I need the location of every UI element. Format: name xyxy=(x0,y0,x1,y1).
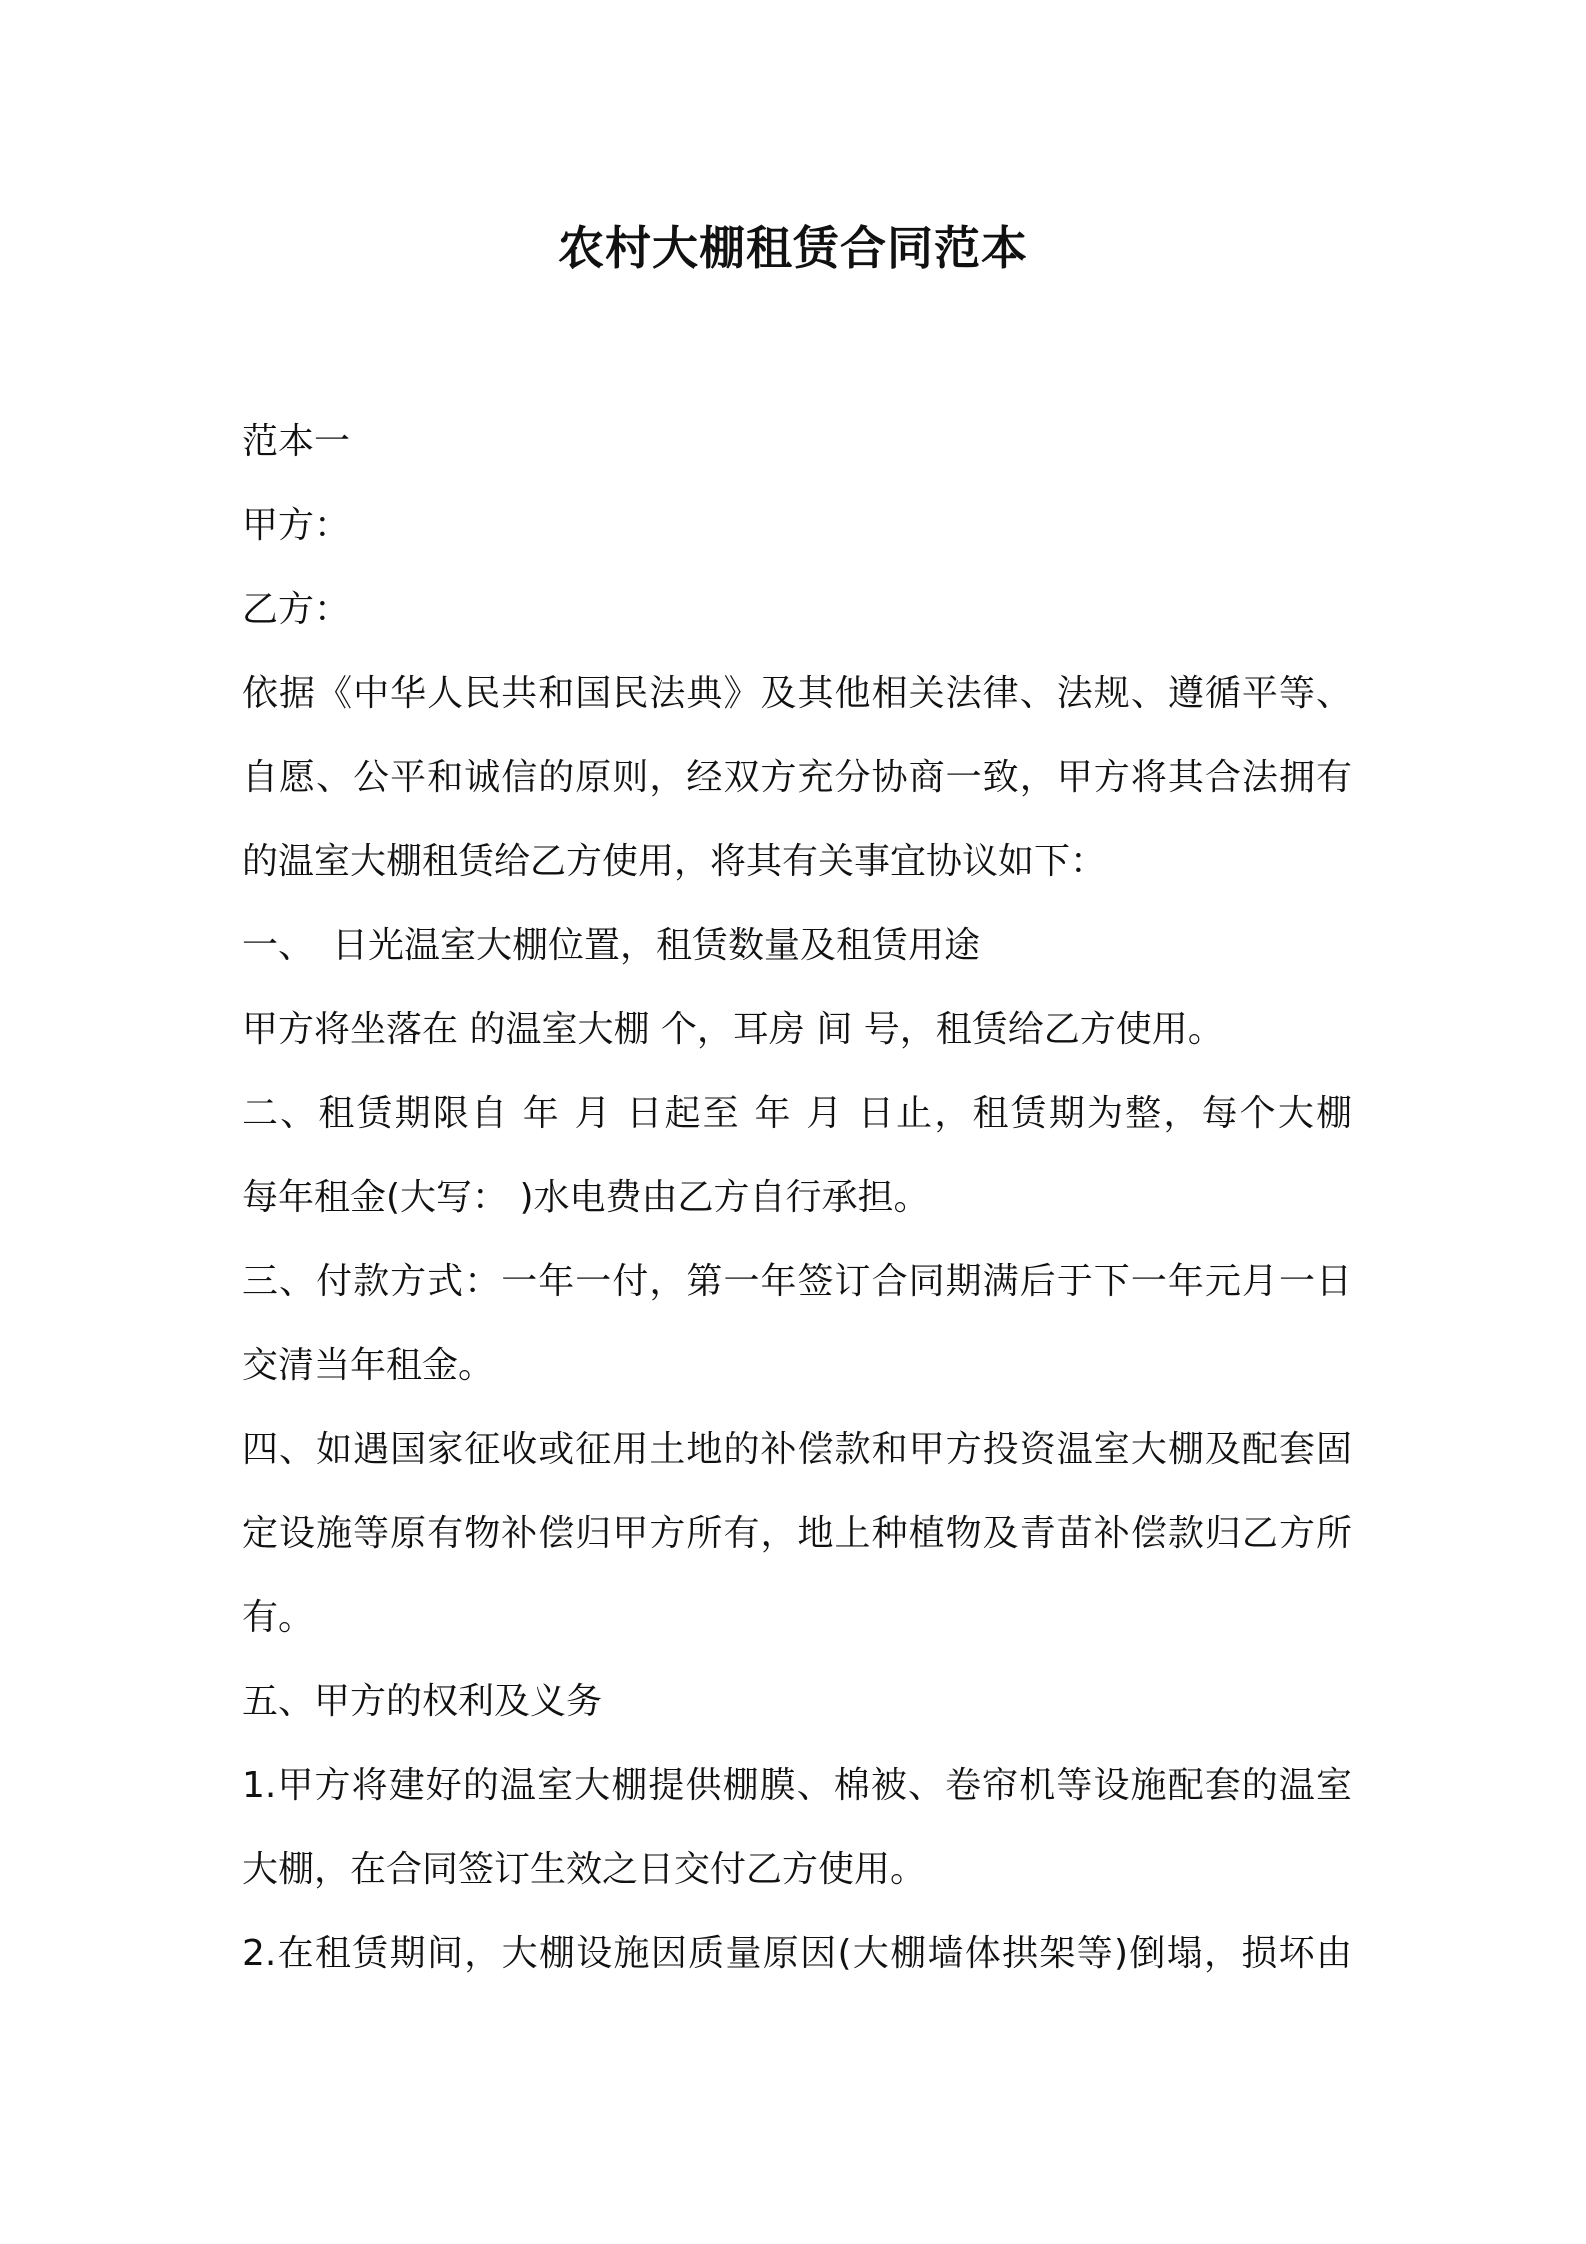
paragraph-line: 甲方将坐落在 的温室大棚 个，耳房 间 号，租赁给乙方使用。 xyxy=(242,1009,1224,1050)
paragraph-line: 有。 xyxy=(242,1597,315,1638)
party-b-line: 乙方： xyxy=(242,589,351,630)
clause-3-line: 三、付款方式：一年一付，第一年签订合同期满后于下一年元月一日 xyxy=(242,1261,1352,1302)
party-a-line: 甲方： xyxy=(242,505,351,546)
document-body xyxy=(242,400,1352,1996)
section-heading-sample-one: 范本一 xyxy=(242,421,351,462)
clause-5-item-1-line: 1.甲方将建好的温室大棚提供棚膜、棉被、卷帘机等设施配套的温室 xyxy=(242,1765,1352,1806)
paragraph-line: 定设施等原有物补偿归甲方所有，地上种植物及青苗补偿款归乙方所 xyxy=(242,1513,1352,1554)
paragraph-line: 依据《中华人民共和国民法典》及其他相关法律、法规、遵循平等、 xyxy=(242,673,1352,714)
clause-heading-1: 一、 日光温室大棚位置，租赁数量及租赁用途 xyxy=(242,925,981,966)
paragraph-line: 交清当年租金。 xyxy=(242,1345,495,1386)
document-title: 农村大棚租赁合同范本 xyxy=(558,221,1028,275)
clause-4-line: 四、如遇国家征收或征用土地的补偿款和甲方投资温室大棚及配套固 xyxy=(242,1429,1352,1470)
paragraph-line: 大棚，在合同签订生效之日交付乙方使用。 xyxy=(242,1849,927,1890)
paragraph-line: 自愿、公平和诚信的原则，经双方充分协商一致，甲方将其合法拥有 xyxy=(242,757,1352,798)
paragraph-line: 的温室大棚租赁给乙方使用，将其有关事宜协议如下： xyxy=(242,841,1107,882)
paragraph-line: 每年租金(大写： )水电费由乙方自行承担。 xyxy=(242,1177,930,1218)
clause-heading-5: 五、甲方的权利及义务 xyxy=(242,1681,603,1722)
clause-2-line: 二、租赁期限自 年 月 日起至 年 月 日止，租赁期为整，每个大棚 xyxy=(242,1093,1352,1134)
clause-5-item-2-line: 2.在租赁期间，大棚设施因质量原因(大棚墙体拱架等)倒塌，损坏由 xyxy=(242,1933,1352,1974)
